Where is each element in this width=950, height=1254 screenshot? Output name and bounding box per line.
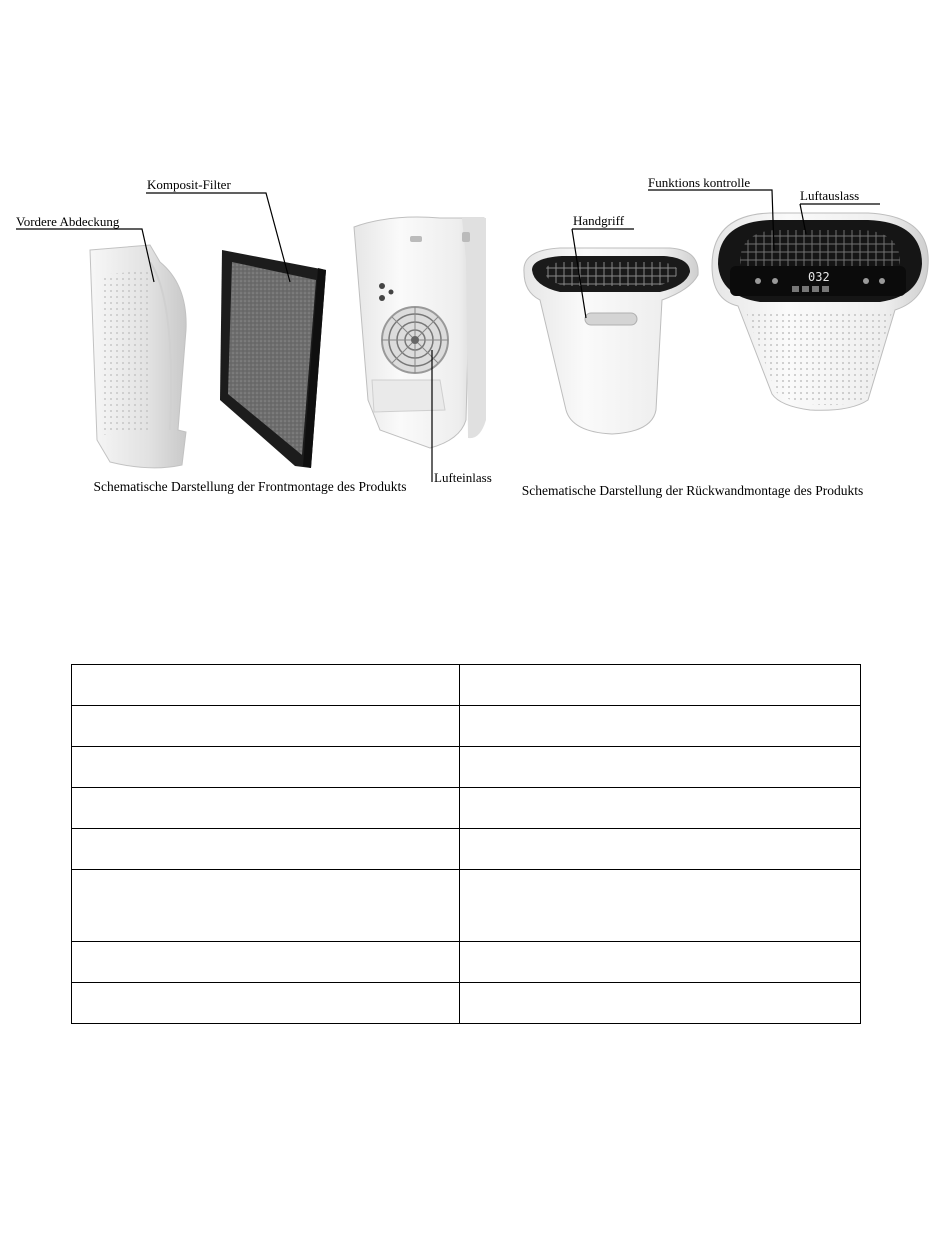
- table-row: [72, 747, 861, 788]
- table-cell: [72, 829, 460, 870]
- table-cell: [72, 747, 460, 788]
- table-cell: [460, 788, 861, 829]
- table-cell: [460, 706, 861, 747]
- table-row: [72, 983, 861, 1024]
- table-cell: [460, 747, 861, 788]
- table-row: [72, 870, 861, 942]
- table-cell: [72, 788, 460, 829]
- unit-with-handle: [524, 248, 698, 434]
- table-cell: [72, 870, 460, 942]
- table-row: [72, 829, 861, 870]
- table-cell: [72, 706, 460, 747]
- unit-with-control-panel: [712, 213, 928, 410]
- table-cell: [460, 829, 861, 870]
- main-body-back-view: [354, 217, 486, 448]
- composite-filter-part: [220, 250, 326, 468]
- table-row: [72, 788, 861, 829]
- table-cell: [460, 665, 861, 706]
- front-cover-part: [90, 245, 186, 468]
- table-cell: [72, 665, 460, 706]
- table-cell: [72, 942, 460, 983]
- label-air-outlet: Luftauslass: [800, 188, 860, 203]
- label-handle: Handgriff: [573, 213, 625, 228]
- table-row: [72, 706, 861, 747]
- label-function-control: Funktions kontrolle: [648, 175, 751, 190]
- display-readout: 032: [808, 270, 830, 284]
- table-row: [72, 665, 861, 706]
- label-composite-filter: Komposit-Filter: [147, 177, 231, 192]
- caption-back-assembly: Schematische Darstellung der Rückwandmontage des Produkts: [521, 483, 864, 498]
- table-cell: [72, 983, 460, 1024]
- caption-front-assembly: Schematische Darstellung der Frontmontage des Produkts: [93, 479, 407, 494]
- label-air-inlet: Lufteinlass: [434, 470, 492, 485]
- table-cell: [460, 870, 861, 942]
- table-row: [72, 942, 861, 983]
- table-cell: [460, 983, 861, 1024]
- table-cell: [460, 942, 861, 983]
- label-front-cover: Vordere Abdeckung: [16, 214, 120, 229]
- specification-table: [71, 664, 861, 1024]
